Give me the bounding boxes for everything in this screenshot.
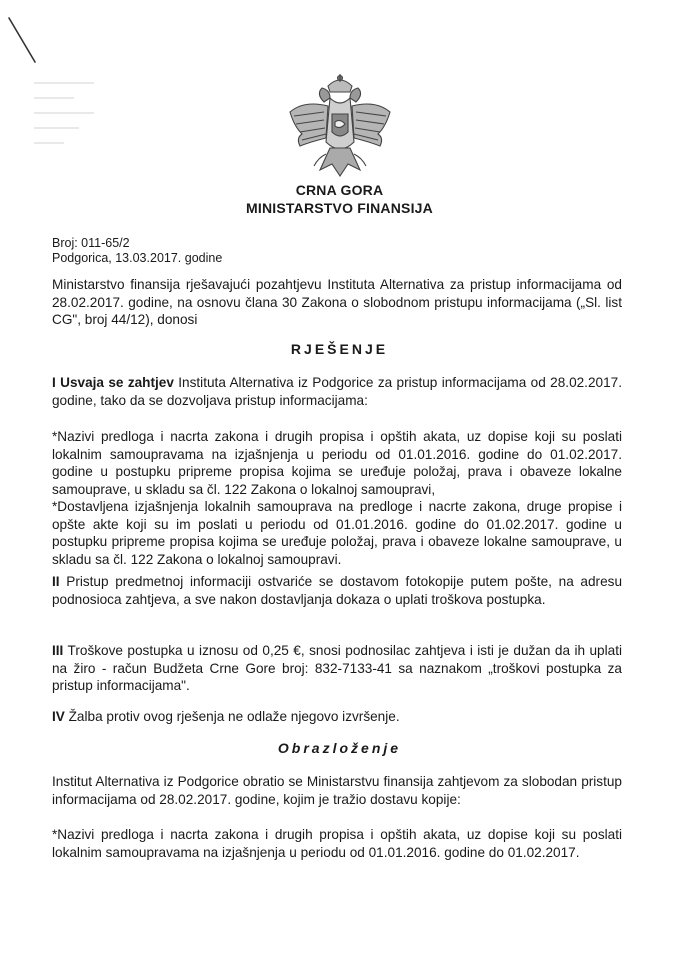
point-iv-label: IV [52, 709, 65, 724]
point-iii-label: III [52, 643, 64, 658]
decision-heading: RJEŠENJE [290, 341, 389, 357]
place-date: Podgorica, 13.03.2017. godine [52, 251, 223, 265]
reasoning-item-1: *Nazivi predloga i nacrta zakona i drugih propisa i opštih akata, uz dopise koji su poslati lokalnim samoupravama na izjašnjenja u periodu od 01.01.2016. godine do 01.02.2017. [52, 827, 622, 860]
decision-item-2: *Dostavljena izjašnjenja lokalnih samouprava na predloge i nacrte zakona, druge propise i opšte akte koji su im poslati u periodu od 01.01.2016. godine do 01.02.2017. godine u postupku pripreme propisa kojima se uređuje položaj, prava i obaveze lokalne samouprave, u skladu sa čl. 122 Zakona o lokalnoj samoupravi. [52, 499, 622, 567]
pen-stroke-mark [5, 14, 45, 69]
ministry-title: MINISTARSTVO FINANSIJA [246, 200, 433, 216]
point-i-text: Instituta Alternativa iz Podgorice za pristup informacijama od 28.02.2017. godine, tako da se dozvoljava pristup informacijama: [52, 375, 622, 408]
decision-point-ii [52, 573, 622, 608]
decision-point-i [52, 374, 622, 409]
reference-number: Broj: 011-65/2 [52, 236, 130, 250]
point-iii-text: Troškove postupka u iznosu od 0,25 €, snosi podnosilac zahtjeva i isti je dužan da ih uplati na žiro - račun Budžeta Crne Gore broj: 832-7133-41 sa naznakom „troškovi postupka za pristup informacijama". [52, 643, 622, 694]
decision-point-iv [52, 708, 622, 726]
decision-point-iii [52, 642, 622, 695]
reasoning-heading: Obrazloženje [277, 740, 402, 756]
intro-paragraph: Ministarstvo finansija rješavajući pozahtjevu Instituta Alternativa za pristup informacijama od 28.02.2017. godine, na osnovu člana 30 Zakona o slobodnom pristupu informacijama („Sl. list CG", broj 44/12), donosi [52, 277, 622, 328]
montenegro-coat-of-arms-icon [280, 72, 400, 182]
country-title: CRNA GORA [295, 182, 384, 198]
point-ii-label: II [52, 574, 60, 589]
reasoning-paragraph: Institut Alternativa iz Podgorice obratio se Ministarstvu finansija zahtjevom za slobodan pristup informacijama od 28.02.2017. godine, kojim je tražio dostavu kopije: [52, 774, 622, 807]
point-ii-text: Pristup predmetnoj informaciji ostvariće se dostavom fotokopije putem pošte, na adresu podnosioca zahtjeva, a sve nakon dostavljanja dokaza o uplati troškova postupka. [52, 574, 622, 607]
point-i-label: I Usvaja se zahtjev [52, 375, 174, 390]
point-iv-text: Žalba protiv ovog rješenja ne odlaže njegovo izvršenje. [64, 709, 400, 724]
decision-item-1: *Nazivi predloga i nacrta zakona i drugih propisa i opštih akata, uz dopise koji su poslati lokalnim samoupravama na izjašnjenja u periodu od 01.01.2016. godine do 01.02.2017. godine u postupku pripreme propisa kojima se uređuje položaj, prava i obaveze lokalne samouprave, u skladu sa čl. 122 Zakona o lokalnoj samoupravi, [52, 429, 622, 497]
faint-stamp-residue [34, 82, 94, 157]
